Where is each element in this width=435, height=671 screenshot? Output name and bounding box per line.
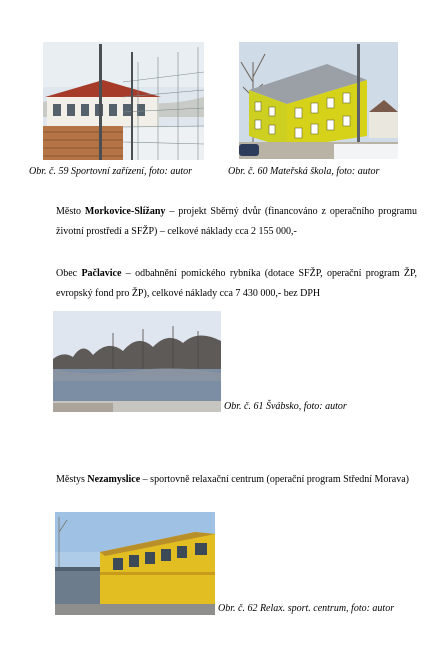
paragraph-lead: Městys [56,474,88,485]
paragraph-paclavice [56,264,417,304]
paragraph-text: – sportovně relaxační centrum (operační program Střední Morava) [140,474,409,485]
caption-photo-61: Obr. č. 61 Švábsko, foto: autor [224,401,347,412]
photo-relax-centre [55,512,215,615]
photo-sports-facility [43,42,204,160]
paragraph-text: – odbahnění pomického rybníka (dotace SFŽP, operační program ŽP, evropský fond pro ŽP), celkové náklady cca 7 430 000,- bez DPH [56,268,417,299]
paragraph-nezamyslice [56,471,417,488]
municipality-name: Pačlavice [81,268,122,279]
paragraph-text: – projekt Sběrný dvůr (financováno z operačního programu životní prostředí a SFŽP) – celkové náklady cca 2 155 000,- [56,206,417,237]
caption-photo-62: Obr. č. 62 Relax. sport. centrum, foto: autor [218,603,395,614]
municipality-name: Nezamyslice [87,474,141,485]
photo-pond [53,311,221,412]
paragraph-lead: Obec [56,268,82,279]
paragraph-lead: Město [56,206,85,217]
caption-photo-59: Obr. č. 59 Sportovní zařízení, foto: autor [29,166,193,177]
municipality-name: Morkovice-Slížany [84,206,166,217]
paragraph-morkovice [56,202,417,242]
photo-kindergarten [239,42,398,159]
caption-photo-60: Obr. č. 60 Mateřská škola, foto: autor [228,166,380,177]
